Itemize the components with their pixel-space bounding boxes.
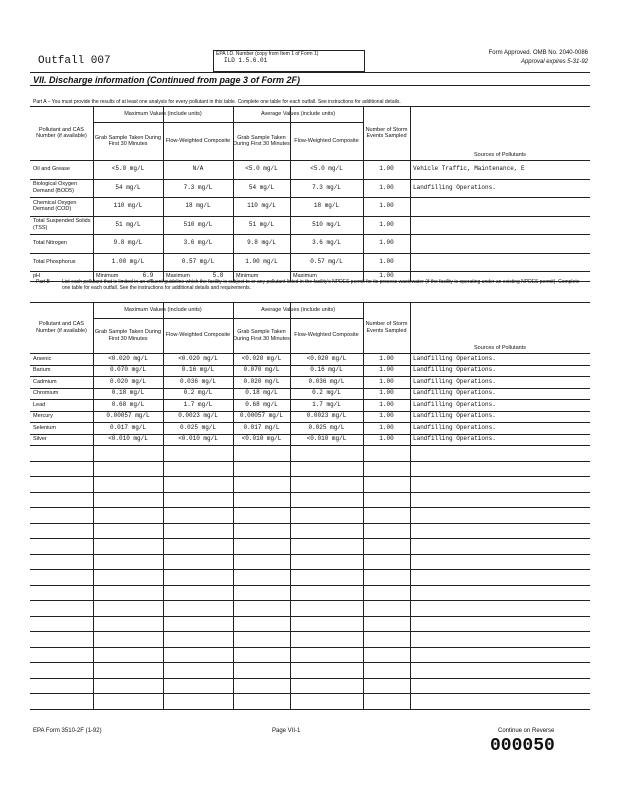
avg-flow-value: 7.3 mg/L — [312, 183, 341, 191]
rule-line — [363, 302, 364, 709]
avg-grab-value: <5.0 mg/L — [245, 165, 278, 172]
avg-flow-value: 0.0023 mg/L — [306, 412, 347, 419]
pollutant-name: Lead — [33, 401, 46, 408]
pollutant-source: Landfilling Operations. — [413, 377, 496, 385]
part-b-instruction: List each pollutant that is limited in an effluent guideline which the facility is subject to or any pollutant listed in the facility's NPDES permit for its process wastewater (if the facility is operating under an existing NPDES permit). Complete one table for each outfall. See the instructions for additional details and requirements. — [62, 279, 580, 291]
max-flow-value: 7.3 mg/L — [183, 183, 213, 191]
omb-number: Form Approved. OMB No. 2040-0086 — [488, 50, 588, 56]
pollutant-name: Barium — [33, 367, 51, 373]
rule-line — [363, 106, 364, 281]
ph-min-value: 6.9 — [142, 271, 154, 279]
max-flow-header: Flow-Weighted Composite — [165, 137, 231, 144]
rule-line — [30, 554, 590, 555]
avg-flow-value: 0.025 mg/L — [308, 423, 345, 431]
rule-line — [30, 461, 590, 462]
max-grab-value: 0.68 mg/L — [111, 400, 145, 408]
rule-line — [30, 569, 590, 570]
pollutant-name: Biological Oxygen Demand (BOD5) — [33, 181, 78, 194]
ph-avg-min-label: Minimum — [236, 272, 259, 279]
max-grab-value: <0.010 mg/L — [108, 435, 148, 442]
max-flow-value: 3.6 mg/L — [183, 239, 213, 246]
max-flow-value: 0.2 mg/L — [183, 389, 213, 396]
pollutant-source: Landfilling Operations. — [413, 389, 496, 396]
avg-flow-header: Flow-Weighted Composite — [294, 137, 359, 144]
pollutant-name: Chromium — [33, 390, 59, 396]
rule-line — [93, 106, 94, 281]
rule-line — [233, 106, 234, 281]
page-stamp: 000050 — [490, 736, 555, 756]
rule-line — [30, 302, 590, 303]
rule-line — [410, 106, 411, 281]
pollutant-name: Total Phosphorus — [33, 258, 76, 265]
storm-count: 1.00 — [379, 202, 394, 209]
pollutant-source — [410, 216, 590, 235]
max-grab-value: <5.0 mg/L — [111, 165, 145, 172]
rule-line — [30, 631, 590, 632]
avg-grab-header: Grab Sample Taken During First 30 Minutes — [233, 134, 290, 147]
avg-grab-value: 0.020 mg/L — [243, 377, 280, 385]
rule-line — [290, 302, 291, 709]
sources-header: Sources of Pollutants — [474, 151, 526, 158]
epa-id-box — [213, 50, 365, 72]
sources-header: Sources of Pollutants — [474, 344, 526, 351]
max-grab-value: 0.00057 mg/L — [106, 412, 150, 419]
max-grab-header: Grab Sample Taken During First 30 Minutes — [94, 329, 162, 342]
storm-count: 1.00 — [379, 435, 394, 442]
pollutant-name: Oil and Grease — [33, 166, 70, 172]
storm-count: 1.00 — [379, 412, 394, 419]
rule-line — [30, 616, 590, 617]
rule-line — [30, 585, 590, 586]
ph-avg-max-label: Maximum — [293, 272, 317, 279]
outfall-label: Outfall 007 — [38, 55, 111, 67]
pollutant-name: Cadmium — [33, 378, 57, 385]
ph-label: pH — [33, 272, 41, 279]
pollutant-source — [410, 197, 590, 216]
storm-count: 1.00 — [379, 366, 394, 373]
max-grab-value: 0.070 mg/L — [109, 366, 146, 373]
pollutant-name: Arsenic — [33, 355, 52, 362]
avg-grab-value: 51 mg/L — [248, 220, 275, 228]
pollutant-header: Pollutant and CAS Number (if available) — [36, 321, 87, 334]
avg-flow-value: 3.6 mg/L — [312, 239, 341, 246]
avg-flow-value: 0.036 mg/L — [308, 377, 345, 385]
max-flow-value: 0.0023 mg/L — [178, 412, 218, 419]
pollutant-name: Total Nitrogen — [33, 240, 67, 246]
avg-grab-value: 0.00057 mg/L — [239, 412, 284, 419]
max-grab-header: Grab Sample Taken During First 30 Minutes — [94, 134, 162, 147]
ph-min-label: Minimum — [96, 272, 119, 279]
max-values-header: Maximum Values (include units) — [124, 306, 202, 313]
rule-line — [233, 302, 234, 709]
rule-line — [30, 523, 590, 524]
rule-line — [93, 302, 94, 709]
rule-line — [30, 445, 590, 446]
avg-flow-value: 0.16 mg/L — [310, 366, 343, 373]
pollutant-source: Landfilling Operations. — [413, 423, 496, 431]
form-number: EPA Form 3510-2F (1-92) — [33, 728, 102, 734]
continue-on-reverse: Continue on Reverse — [498, 728, 555, 734]
ph-max-value: 5.8 — [212, 271, 224, 279]
max-grab-value: 110 mg/L — [113, 202, 143, 209]
max-grab-value: 0.020 mg/L — [109, 377, 146, 385]
rule-line — [30, 693, 590, 694]
epa-id-label: EPA I.D. Number (copy from Item 1 of Form 1) — [216, 51, 319, 57]
storm-count: 1.00 — [379, 220, 394, 228]
avg-flow-header: Flow-Weighted Composite — [294, 332, 359, 339]
avg-flow-value: 0.57 mg/L — [310, 257, 343, 265]
pollutant-name: Total Suspended Solids (TSS) — [33, 218, 91, 231]
max-flow-value: 1.7 mg/L — [183, 400, 213, 408]
storm-count: 1.00 — [379, 183, 394, 191]
ph-max-label: Maximum — [166, 272, 190, 279]
max-grab-value: 9.8 mg/L — [113, 239, 143, 246]
storm-count: 1.00 — [379, 239, 394, 246]
pollutant-source: Landfilling Operations. — [413, 366, 496, 373]
rule-line — [30, 647, 590, 648]
storm-count: 1.00 — [379, 257, 394, 265]
avg-flow-value: 18 mg/L — [313, 202, 340, 209]
rule-line — [290, 106, 291, 281]
pollutant-name: Selenium — [33, 424, 56, 431]
avg-grab-value: 0.68 mg/L — [245, 400, 278, 408]
storm-count: 1.00 — [379, 165, 394, 172]
storm-count: 1.00 — [379, 400, 394, 408]
max-flow-value: <0.020 mg/L — [178, 354, 218, 362]
pollutant-source: Landfilling Operations. — [413, 183, 496, 191]
max-grab-value: 1.00 mg/L — [111, 257, 145, 265]
pollutant-source — [410, 234, 590, 253]
pollutant-name: Silver — [33, 436, 47, 442]
storms-header: Number of Storm Events Sampled — [365, 321, 408, 334]
rule-line — [30, 507, 590, 508]
rule-line — [410, 302, 411, 709]
rule-line — [30, 492, 590, 493]
ph-storm-count: 1.00 — [379, 271, 394, 279]
max-grab-value: <0.020 mg/L — [108, 354, 148, 362]
avg-flow-value: 0.2 mg/L — [312, 389, 341, 396]
page-number: Page VII-1 — [272, 728, 301, 734]
section-title: VII. Discharge information (Continued from page 3 of Form 2F) — [30, 72, 590, 86]
max-flow-value: N/A — [192, 165, 204, 172]
avg-flow-value: <0.010 mg/L — [306, 435, 347, 442]
max-values-header: Maximum Values (include units) — [124, 110, 202, 117]
max-flow-value: <0.010 mg/L — [178, 435, 218, 442]
rule-line — [30, 106, 590, 107]
pollutant-name: Chemical Oxygen Demand (COD) — [33, 199, 77, 213]
max-flow-value: 510 mg/L — [183, 220, 213, 228]
pollutant-source: Landfilling Operations. — [413, 400, 496, 408]
part-b-label: Part B – — [36, 279, 55, 285]
storm-count: 1.00 — [379, 423, 394, 431]
pollutant-source — [410, 253, 590, 272]
rule-line — [30, 678, 590, 679]
avg-grab-value: 0.18 mg/L — [245, 389, 278, 396]
pollutant-header: Pollutant and CAS Number (if available) — [36, 126, 87, 139]
max-grab-value: 0.18 mg/L — [111, 389, 145, 396]
rule-line — [30, 709, 590, 710]
avg-grab-value: 1.00 mg/L — [245, 257, 278, 265]
max-grab-value: 54 mg/L — [115, 183, 141, 191]
rule-line — [30, 662, 590, 663]
pollutant-source: Landfilling Operations. — [413, 435, 496, 442]
avg-grab-header: Grab Sample Taken During First 30 Minutes — [233, 329, 290, 342]
rule-line — [30, 476, 590, 477]
avg-grab-value: <0.020 mg/L — [241, 354, 282, 362]
avg-grab-value: 110 mg/L — [247, 202, 276, 209]
storm-count: 1.00 — [379, 354, 394, 362]
max-grab-value: 0.017 mg/L — [109, 423, 146, 431]
max-grab-value: 51 mg/L — [115, 220, 141, 228]
storm-count: 1.00 — [379, 389, 394, 396]
avg-flow-value: 510 mg/L — [312, 220, 341, 228]
max-flow-value: 0.036 mg/L — [179, 377, 216, 385]
max-flow-header: Flow-Weighted Composite — [165, 332, 231, 339]
pollutant-name: Mercury — [33, 413, 53, 419]
pollutant-source: Vehicle Traffic, Maintenance, E — [413, 165, 525, 172]
max-flow-value: 0.57 mg/L — [181, 257, 215, 265]
pollutant-source: Landfilling Operations. — [413, 354, 496, 362]
max-flow-value: 0.16 mg/L — [181, 366, 215, 373]
avg-grab-value: 0.017 mg/L — [243, 423, 280, 431]
avg-flow-value: <5.0 mg/L — [310, 165, 343, 172]
pollutant-source: Landfilling Operations. — [413, 412, 496, 419]
avg-flow-value: <0.020 mg/L — [306, 354, 347, 362]
rule-line — [163, 302, 164, 709]
epa-id-value: ILD 1.5.6.01 — [224, 57, 268, 64]
rule-line — [30, 538, 590, 539]
rule-line — [93, 318, 363, 319]
rule-line — [163, 106, 164, 281]
avg-grab-value: 54 mg/L — [248, 183, 275, 191]
avg-grab-value: <0.010 mg/L — [241, 435, 282, 442]
approval-expires: Approval expires 5-31-92 — [520, 59, 588, 65]
max-flow-value: 18 mg/L — [185, 202, 211, 209]
avg-grab-value: 9.8 mg/L — [247, 239, 276, 246]
max-flow-value: 0.025 mg/L — [179, 423, 216, 431]
storm-count: 1.00 — [379, 377, 394, 385]
avg-flow-value: 1.7 mg/L — [312, 400, 341, 408]
part-a-instruction: Part A – You must provide the results of at least one analysis for every pollutant in this table. Complete one table for each outfall. See instructions for additional details. — [33, 99, 401, 105]
rule-line — [93, 122, 363, 123]
storms-header: Number of Storm Events Sampled — [365, 126, 408, 139]
avg-grab-value: 0.070 mg/L — [243, 366, 280, 373]
rule-line — [30, 600, 590, 601]
avg-values-header: Average Values (include units) — [260, 110, 336, 117]
avg-values-header: Average Values (include units) — [260, 306, 336, 313]
